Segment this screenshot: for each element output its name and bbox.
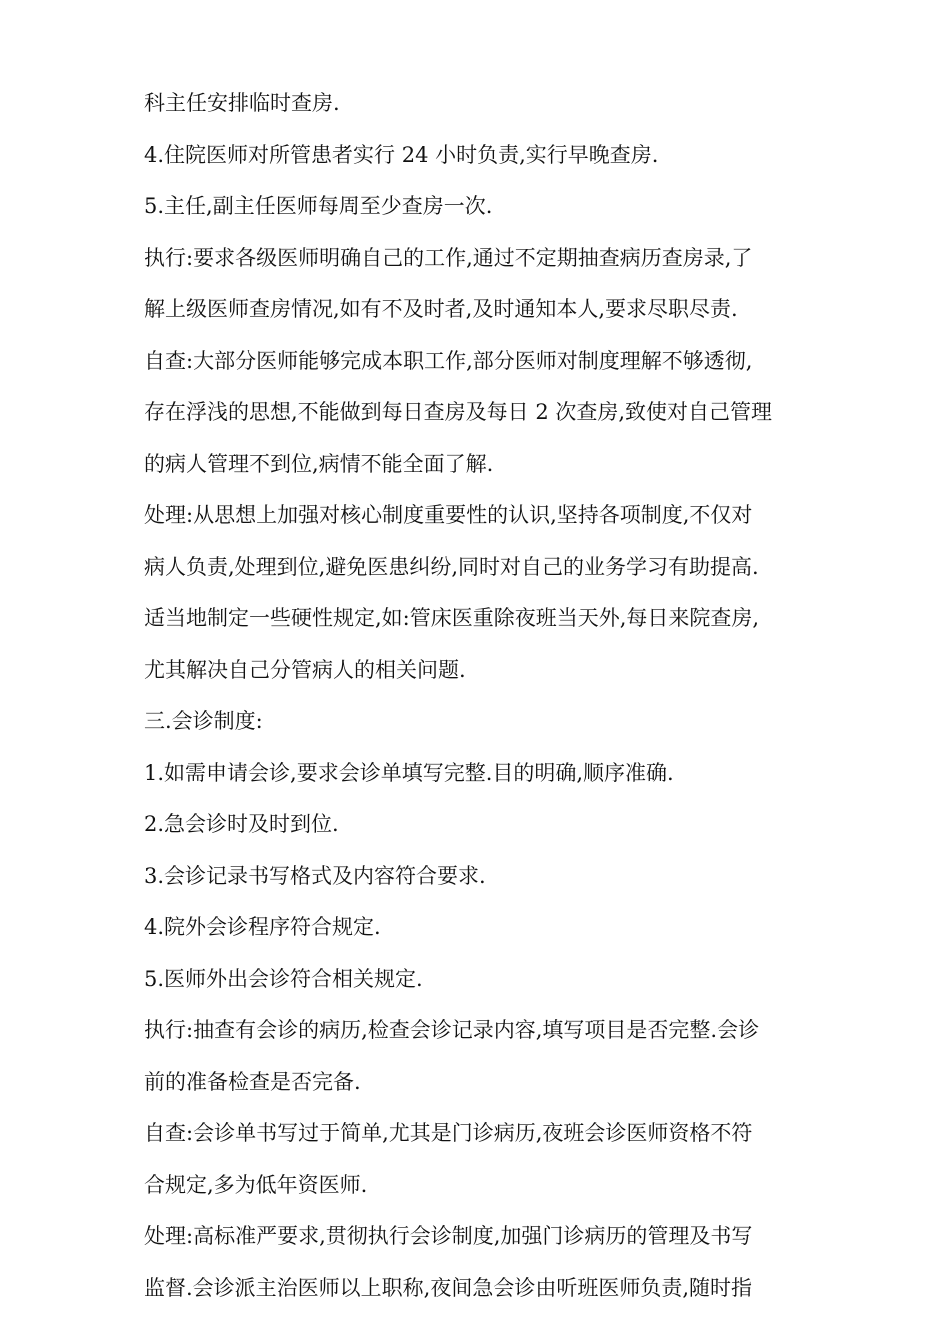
text-line: 存在浮浅的思想,不能做到每日查房及每日 2 次查房,致使对自己管理 <box>144 400 773 424</box>
text-line: 执行:要求各级医师明确自己的工作,通过不定期抽查病历查房录,了 <box>144 245 753 270</box>
text-line: 5.主任,副主任医师每周至少查房一次. <box>144 194 493 218</box>
text-line: 合规定,多为低年资医师. <box>144 1172 368 1197</box>
section-heading: 三.会诊制度: <box>144 709 263 733</box>
text-line: 5.医师外出会诊符合相关规定. <box>144 966 423 991</box>
document-body <box>144 78 809 1314</box>
text-line: 4.院外会诊程序符合规定. <box>144 915 381 939</box>
text-line: 尤其解决自己分管病人的相关问题. <box>144 657 466 682</box>
text-line: 自查:会诊单书写过于简单,尤其是门诊病历,夜班会诊医师资格不符 <box>144 1121 753 1145</box>
text-line: 适当地制定一些硬性规定,如:管床医重除夜班当天外,每日来院查房, <box>144 606 760 630</box>
text-line: 处理:高标准严要求,贯彻执行会诊制度,加强门诊病历的管理及书写 <box>144 1224 753 1248</box>
text-line: 4.住院医师对所管患者实行 24 小时负责,实行早晚查房. <box>144 142 659 167</box>
text-line: 自查:大部分医师能够完成本职工作,部分医师对制度理解不够透彻, <box>144 348 753 373</box>
text-line: 2.急会诊时及时到位. <box>144 812 339 836</box>
text-line: 监督.会诊派主治医师以上职称,夜间急会诊由听班医师负责,随时指 <box>144 1275 753 1300</box>
text-line: 解上级医师查房情况,如有不及时者,及时通知本人,要求尽职尽责. <box>144 297 738 321</box>
text-line: 前的准备检查是否完备. <box>144 1069 361 1094</box>
text-line: 执行:抽查有会诊的病历,检查会诊记录内容,填写项目是否完整.会诊 <box>144 1018 760 1042</box>
text-line: 科主任安排临时查房. <box>144 91 340 115</box>
text-line: 病人负责,处理到位,避免医患纠纷,同时对自己的业务学习有助提高. <box>144 554 759 579</box>
text-line: 3.会诊记录书写格式及内容符合要求. <box>144 863 486 888</box>
text-line: 处理:从思想上加强对核心制度重要性的认识,坚持各项制度,不仅对 <box>144 503 753 527</box>
text-line: 1.如需申请会诊,要求会诊单填写完整.目的明确,顺序准确. <box>144 760 674 785</box>
text-line: 的病人管理不到位,病情不能全面了解. <box>144 451 494 476</box>
